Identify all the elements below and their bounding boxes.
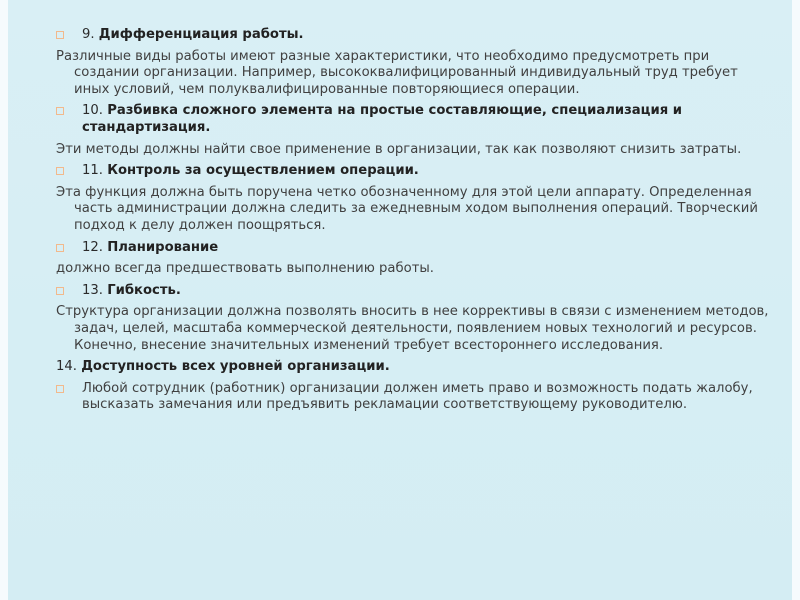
paragraph-10: Эти методы должны найти свое применение в организации, так как позволяют снизить затраты. [56,141,742,157]
paragraph-14-text: Любой сотрудник (работник) организации должен иметь право и возможность подать жалобу, высказать замечания или предъявить рекламации соответствующему руководителю. [82,380,753,413]
paragraph-13: Структура организации должна позволять вносить в нее коррективы в связи с изменением методов, задач, целей, масштаба коммерческой деятельности, появлением новых технологий и ресурсов. Конечно, внесение значительных изменений требует всестороннего исследования. [56,304,769,353]
heading-number: 14. [56,359,77,375]
heading-12 [56,240,776,257]
bullet-square-icon [56,107,64,115]
heading-number: 9. [82,27,95,42]
bullet-square-icon [56,167,64,175]
heading-11 [56,163,776,180]
heading-10 [56,103,776,136]
heading-title: Планирование [107,239,219,255]
heading-number: 10. [82,103,103,119]
paragraph-14 [56,381,776,414]
heading-9 [56,27,776,44]
heading-title: Дифференциация работы. [98,27,304,42]
heading-title: Контроль за осуществлением операции. [107,163,419,179]
bullet-square-icon [56,31,64,39]
heading-13 [56,283,776,300]
right-margin [792,0,800,600]
slide-content [56,27,776,419]
heading-14 [56,359,776,376]
paragraph-11: Эта функция должна быть поручена четко обозначенному для этой цели аппарату. Определенная часть администрации должна следить за ежедневным ходом выполнения операций. Творческий подход к делу должен поощряться. [56,184,758,233]
paragraph-9: Различные виды работы имеют разные характеристики, что необходимо предусмотреть при создании организации. Например, высококвалифицированный индивидуальный труд требует иных условий, чем полуквалифицированные повторяющиеся операции. [56,48,738,97]
heading-title: Разбивка сложного элемента на простые составляющие, специализация и стандартизация. [82,103,682,135]
left-margin [0,0,8,600]
heading-number: 13. [82,282,103,298]
heading-title: Гибкость. [107,282,181,298]
heading-title: Доступность всех уровней организации. [81,359,390,375]
heading-number: 12. [82,239,103,255]
bullet-square-icon [56,385,64,393]
bullet-square-icon [56,244,64,252]
paragraph-12: должно всегда предшествовать выполнению работы. [56,261,434,277]
bullet-square-icon [56,287,64,295]
heading-number: 11. [82,163,103,179]
